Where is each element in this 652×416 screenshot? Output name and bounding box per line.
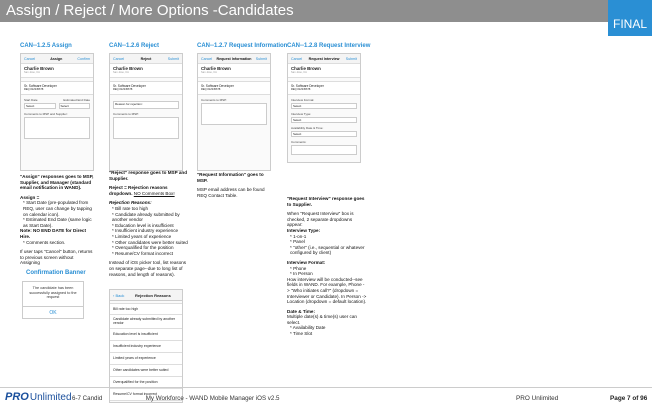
- reason-option[interactable]: Candidate already submitted by another vendor: [110, 315, 182, 329]
- assign-item-2: * Estimated End Date (same logic as Start Date).: [23, 217, 92, 228]
- position-info: [288, 81, 360, 95]
- request-interview-screen: [287, 53, 361, 163]
- footer-mid: My Workforce - WAND Mobile Manager iOS v2.5: [145, 395, 280, 402]
- reason-option[interactable]: Resume/CV format incorrect: [110, 389, 182, 401]
- request-info-tail: MSP email address can be found REQ Contact Table.: [197, 187, 265, 198]
- candidate-name: Charlie Brown: [113, 66, 143, 71]
- candidate-location: San Jose, CA: [24, 71, 40, 74]
- reason-note: * Insufficient industry experience: [112, 228, 179, 234]
- req-number: REQ #12345678: [291, 88, 311, 91]
- availability-label: Availability Date & Time:: [291, 126, 324, 130]
- interview-type-item: * "other" (i.e., sequential or whatever configured by client): [290, 244, 365, 256]
- assign-label: Assign =: [20, 194, 40, 200]
- candidate-header: [110, 64, 182, 78]
- rejection-reason-field[interactable]: Reason for rejection:: [113, 101, 179, 109]
- nav-title: Request Information: [216, 56, 252, 61]
- interview-format-label: Interview Format:: [291, 98, 315, 102]
- page-title: Assign / Reject / More Options -Candidates: [6, 2, 294, 19]
- reason-note: * Resume/CV format incorrect: [112, 250, 174, 256]
- reason-option[interactable]: Other candidates were better suited: [110, 365, 182, 377]
- interview-p1: When "Request Interview" box is checked, 2 separate dropdowns appear:: [287, 211, 354, 228]
- back-button[interactable]: ‹ Back: [113, 292, 125, 298]
- position-info: [110, 81, 182, 95]
- nav-bar: [288, 54, 360, 64]
- date-labels: [24, 98, 90, 102]
- end-date-label: Estimated End Date: [63, 98, 90, 102]
- interview-type-title: Interview Type:: [287, 227, 321, 233]
- nav-title: Request Interview: [308, 56, 340, 61]
- candidate-name: Charlie Brown: [291, 66, 321, 71]
- reason-note: * Education level is insufficient: [112, 222, 174, 228]
- comments-field[interactable]: [24, 117, 90, 139]
- date-time-item: * Time Slot: [290, 331, 313, 337]
- req-number: REQ #12345678: [24, 88, 44, 91]
- date-time-text: Multiple date(s) & time(s) user can select.: [287, 314, 357, 325]
- candidate-name: Charlie Brown: [201, 66, 231, 71]
- interview-notes: [287, 196, 367, 337]
- position-title: Sr. Software Developer: [24, 84, 57, 88]
- picker-title: Rejection Reasons: [135, 292, 171, 298]
- comments-label: Comments to MSP:: [201, 98, 228, 102]
- comments-label: Comments to MSP and Supplier:: [24, 112, 68, 116]
- req-number: REQ #12345678: [201, 88, 221, 91]
- reason-option[interactable]: Bill rate too high: [110, 303, 182, 315]
- interview-type-item: * 1-on-1: [290, 233, 307, 239]
- request-info-screen: [197, 53, 271, 171]
- position-info: [21, 81, 93, 95]
- logo-unlimited: Unlimited: [29, 392, 72, 403]
- reason-note: * Overqualified for the position: [112, 245, 174, 251]
- reason-option[interactable]: Limited years of experience: [110, 353, 182, 365]
- date-time-item: * Availability Date: [290, 325, 326, 331]
- reject-intro: "Reject" response goes to MSP and Supplier.: [109, 170, 188, 181]
- nav-title: Assign: [50, 56, 63, 61]
- comments-field[interactable]: [201, 103, 267, 125]
- nav-bar: [110, 54, 182, 64]
- candidate-name: Charlie Brown: [24, 66, 54, 71]
- reject-notes: [109, 170, 189, 277]
- reject-screen: [109, 53, 183, 171]
- confirmation-text: The candidate has been successfully assigned to the request: [29, 286, 77, 300]
- comments-label: Comments to MSP:: [113, 112, 140, 116]
- cancel-button[interactable]: Cancel: [291, 56, 303, 61]
- position-title: Sr. Software Developer: [201, 84, 234, 88]
- company-logo: [5, 391, 72, 403]
- interview-format-select[interactable]: Select: [291, 103, 357, 109]
- interview-format-item: * Phone: [290, 265, 307, 271]
- cancel-button[interactable]: Cancel: [201, 56, 213, 61]
- position-title: Sr. Software Developer: [291, 84, 324, 88]
- footer-doc-title: [72, 395, 280, 402]
- confirmation-banner: [22, 281, 84, 319]
- submit-button[interactable]: Submit: [167, 56, 179, 61]
- interview-format-item: * In Person: [290, 271, 313, 277]
- availability-select[interactable]: Select: [291, 131, 357, 137]
- request-info-intro: "Request Information" goes to MSP.: [197, 172, 264, 183]
- candidate-header: [21, 64, 93, 78]
- interview-format-title: Interview Format:: [287, 259, 326, 265]
- interview-type-label: Interview Type:: [291, 112, 312, 116]
- position-info: [198, 81, 270, 95]
- reject-tail: Instead of iOS picker tool, list reasons on separate page--due to long list of reasons, and length of reasons).: [109, 260, 187, 277]
- confirm-button[interactable]: Confirm: [77, 56, 90, 61]
- nav-bar: [21, 54, 93, 64]
- comments-field[interactable]: [291, 145, 357, 155]
- candidate-header: [198, 64, 270, 78]
- assign-screen: [20, 53, 94, 171]
- nav-title: Reject: [140, 56, 152, 61]
- logo-pro: PRO: [5, 391, 29, 403]
- assign-tail: If user taps "Cancel" button, returns to previous screen without Assigning: [20, 249, 93, 266]
- start-date-field[interactable]: Select: [24, 103, 56, 109]
- rejection-reasons-title: Rejection Reasons:: [109, 200, 152, 206]
- back-label: Back: [115, 292, 125, 298]
- end-date-field[interactable]: Select: [59, 103, 91, 109]
- section-title-assign: CAN--1.2.5 Assign: [20, 43, 72, 49]
- assign-item-1: * Start Date (pre-populated from REQ, user can change by tapping on calendar icon).: [23, 200, 92, 217]
- candidate-location: San Jose, CA: [201, 71, 217, 74]
- assign-notes: [20, 174, 94, 266]
- page-number: Page 7 of 96: [610, 395, 648, 402]
- submit-button[interactable]: Submit: [255, 56, 267, 61]
- assign-note: Note: NO END DATE for Direct Hire.: [20, 228, 87, 239]
- comments-label: Comments:: [291, 140, 307, 144]
- date-fields: [24, 103, 90, 109]
- reject-line1: Reject = Rejection reasons dropdown.: [109, 185, 168, 196]
- confirmation-banner-title: Confirmation Banner: [26, 270, 86, 276]
- header-banner: [0, 0, 652, 31]
- comments-field[interactable]: [113, 117, 179, 139]
- rejection-reasons-screen: [109, 289, 183, 403]
- picker-nav: [110, 290, 182, 301]
- candidate-header: [288, 64, 360, 78]
- final-badge: FINAL: [608, 0, 652, 36]
- position-title: Sr. Software Developer: [113, 84, 146, 88]
- interview-type-item: * Panel: [290, 239, 305, 245]
- footer-left: 6-7 Candid: [72, 395, 103, 402]
- assign-item-3: * Comments section.: [23, 239, 66, 245]
- start-date-label: Start Date: [24, 98, 38, 102]
- request-info-notes: [197, 172, 275, 198]
- interview-type-select[interactable]: Select: [291, 117, 357, 123]
- req-number: REQ #12345678: [113, 88, 133, 91]
- reason-option[interactable]: Insufficient industry experience: [110, 341, 182, 353]
- section-title-request-info: CAN--1.2.7 Request Information: [197, 43, 288, 49]
- date-time-title: Date & Time:: [287, 308, 315, 314]
- ok-button[interactable]: OK: [23, 306, 83, 318]
- candidate-location: San Jose, CA: [113, 71, 129, 74]
- footer-divider: [0, 387, 652, 388]
- section-title-reject: CAN--1.2.6 Reject: [109, 43, 160, 49]
- candidate-location: San Jose, CA: [291, 71, 307, 74]
- assign-intro: "Assign" responses goes to MSP, Supplier, and Manager (standard email notification in WAND).: [20, 174, 94, 191]
- no-comments-link[interactable]: NO Comments Box!: [133, 190, 175, 196]
- nav-bar: [198, 54, 270, 64]
- reason-note: * Bill rate too high: [112, 205, 149, 211]
- section-title-request-interview: CAN--1.2.8 Request Interview: [287, 43, 371, 49]
- interview-intro: "Request Interview" response goes to Supplier.: [287, 196, 365, 207]
- reason-note: * Other candidates were better suited: [112, 239, 188, 245]
- reason-note: * Limited years of experience: [112, 233, 172, 239]
- cancel-button[interactable]: Cancel: [24, 56, 36, 61]
- submit-button[interactable]: Submit: [345, 56, 357, 61]
- cancel-button[interactable]: Cancel: [113, 56, 125, 61]
- reason-option[interactable]: Overqualified for the position: [110, 377, 182, 389]
- interview-format-text: How interview will be conducted--see fields in WAND. For example, Phone -> "Who initiates call?" (dropdown = Interviewer or Candidate). In Person -> Location (dropdown = default location).: [287, 276, 367, 305]
- footer-company: PRO Unlimited: [516, 395, 559, 402]
- reason-note: * Candidate already submitted by another vendor: [112, 211, 180, 223]
- reason-option[interactable]: Education level is insufficient: [110, 329, 182, 341]
